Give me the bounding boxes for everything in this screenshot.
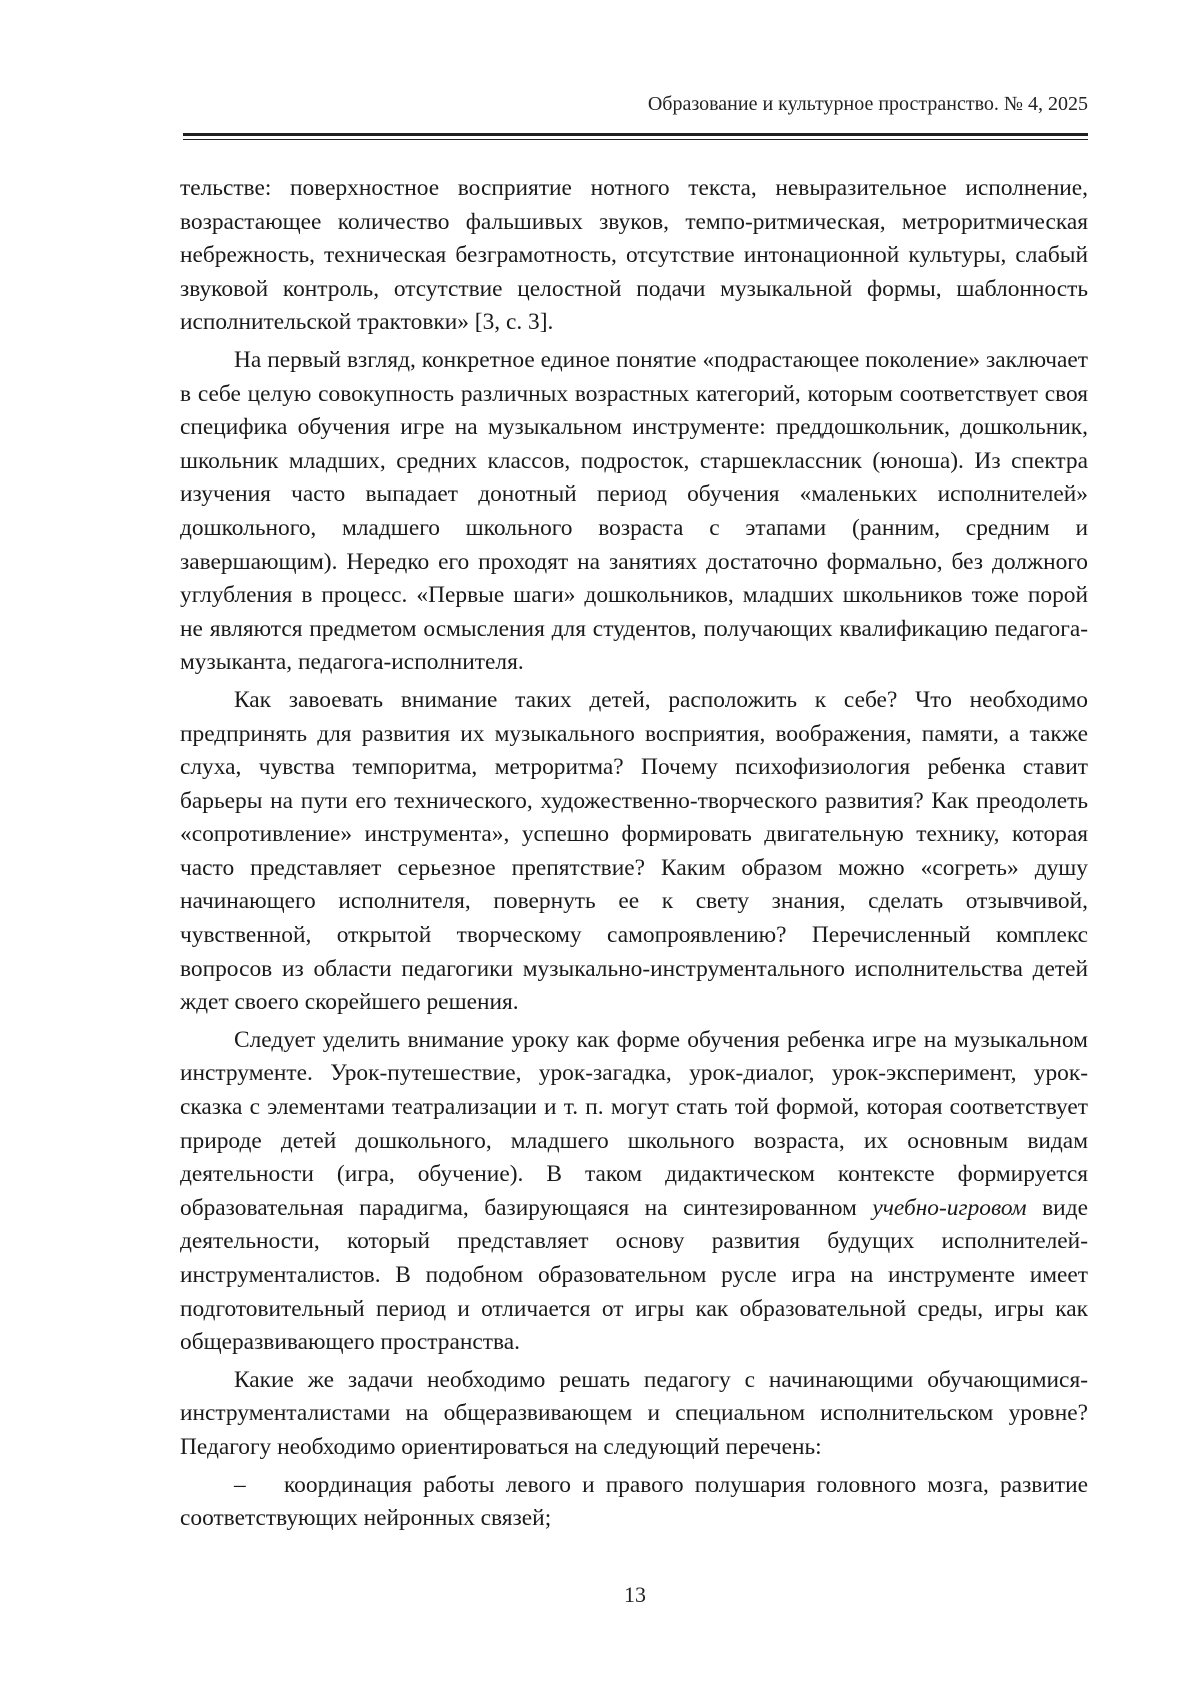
paragraph-5: Какие же задачи необходимо решать педагогу с начинающими обучающимися-инструменталистами на общеразвивающем и специальном исполнительском уровне? Педагогу необходимо ориентироваться на следующий перечень: (180, 1366, 1088, 1460)
article-body (180, 172, 1088, 1540)
paragraph-3: Как завоевать внимание таких детей, расположить к себе? Что необходимо предпринять для развития их музыкального восприятия, воображения, памяти, а также слуха, чувства темпоритма, метроритма? Почему психофизиология ребенка ставит барьеры на пути его технического, художественно-творческого развития? Как преодолеть «сопротивление» инструмента», успешно формировать двигательную технику, которая часто представляет серьезное препятствие? Каким образом можно «согреть» душу начинающего исполнителя, повернуть ее к свету знания, сделать отзывчивой, чувственной, открытой творческому самопроявлению? Перечисленный комплекс вопросов из области педагогики музыкально-инструментального исполнительства детей ждет своего скорейшего решения. (180, 686, 1088, 1016)
list-item (180, 1469, 1088, 1536)
header-rule-thick (183, 133, 1088, 136)
list-item-text: координация работы левого и правого полушария головного мозга, развитие соответствующих нейронных связей; (180, 1471, 1088, 1532)
page-number: 13 (624, 1582, 646, 1607)
running-header: Образование и культурное пространство. № 4, 2025 (647, 93, 1088, 115)
paragraph-4-text-end: виде деятельности, который представляет основу развития будущих исполнителей-инструменталистов. В подобном образовательном русле игра на инструменте имеет подготовительный период и отличается от игры как образовательной среды, игры как общеразвивающего пространства. (180, 1194, 1088, 1356)
paragraph-2: На первый взгляд, конкретное единое понятие «подрастающее поколение» заключает в себе целую совокупность различных возрастных категорий, которым соответствует своя специфика обучения игре на музыкальном инструменте: преддошкольник, дошкольник, школьник младших, средних классов, подросток, старшеклассник (юноша). Из спектра изучения часто выпадает донотный период обучения «маленьких исполнителей» дошкольного, младшего школьного возраста с этапами (ранним, средним и завершающим). Нередко его проходят на занятиях достаточно формально, без должного углубления в процесс. «Первые шаги» дошкольников, младших школьников тоже порой не являются предметом осмысления для студентов, получающих квалификацию педагога-музыканта, педагога-исполнителя. (180, 346, 1088, 676)
paragraph-4 (180, 1024, 1088, 1360)
header-rule-thin (183, 139, 1088, 140)
paragraph-1: тельстве: поверхностное восприятие нотного текста, невыразительное исполнение, возрастающее количество фальшивых звуков, темпо-ритмическая, метроритмическая небрежность, техническая безграмотность, отсутствие интонационной культуры, слабый звуковой контроль, отсутствие целостной подачи музыкальной формы, шаблонность исполнительской трактовки» [3, с. 3]. (180, 175, 1088, 336)
paragraph-4-italic-term: учебно-игровом (872, 1194, 1027, 1221)
paragraph-4-text-start: Следует уделить внимание уроку как форме обучения ребенка игре на музыкальном инструменте. Урок-путешествие, урок-загадка, урок-диалог, урок-эксперимент, урок-сказка с элементами театрализации и т. п. могут стать той формой, которая соответствует природе детей дошкольного, младшего школьного возраста, их основным видам деятельности (игра, обучение). В таком дидактическом контексте формируется образовательная парадигма, базирующаяся на синтезированном (180, 1026, 1088, 1221)
list-dash: – (234, 1471, 246, 1498)
